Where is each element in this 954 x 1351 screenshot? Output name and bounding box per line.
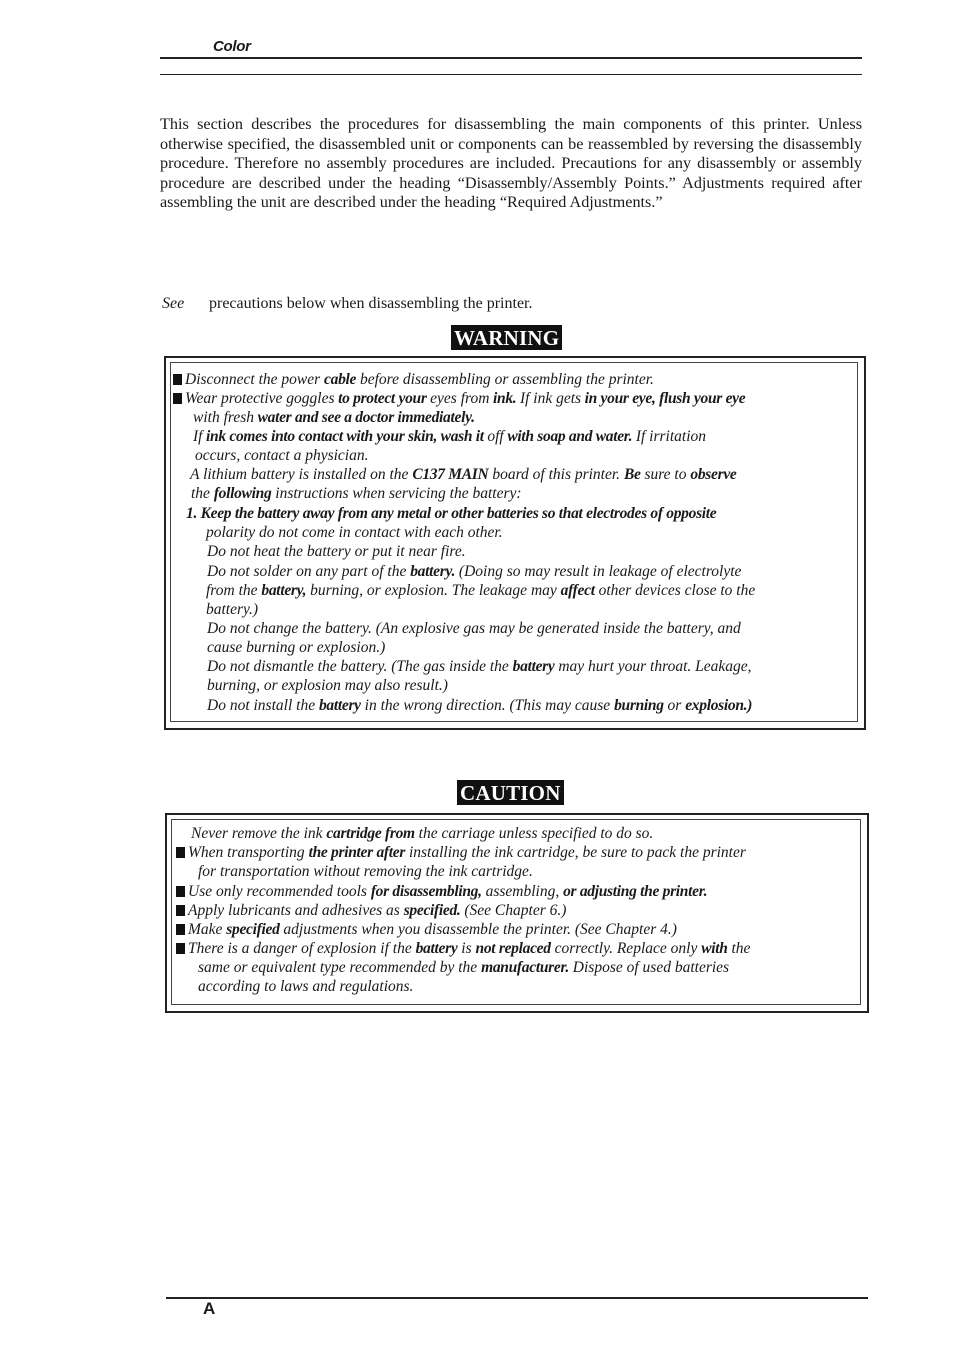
text-segment: before disassembling or assembling the printer. bbox=[356, 371, 654, 388]
caution-label: CAUTION bbox=[457, 780, 564, 805]
text-segment: (Doing so may result in leakage of electrolyte bbox=[455, 563, 742, 580]
text-segment: Wear protective goggles bbox=[185, 390, 335, 407]
warning-line bbox=[193, 408, 475, 427]
warning-line bbox=[186, 504, 716, 523]
text-segment: observe bbox=[690, 466, 737, 483]
text-segment: Use only recommended tools bbox=[188, 883, 371, 900]
text-segment: explosion.) bbox=[685, 697, 753, 714]
header-rule-bottom bbox=[160, 74, 862, 75]
text-segment: following bbox=[213, 485, 272, 502]
warning-line bbox=[195, 446, 368, 465]
caution-line bbox=[198, 862, 533, 881]
text-segment: instructions when servicing the battery: bbox=[271, 485, 522, 502]
text-segment: affect bbox=[560, 582, 595, 599]
text-segment: battery.) bbox=[206, 601, 259, 618]
text-segment: adjustments when you disassemble the printer. (See Chapter 4.) bbox=[279, 921, 677, 938]
text-segment: battery bbox=[415, 940, 458, 957]
header-rule-top bbox=[160, 57, 862, 59]
text-segment: Do not dismantle the battery. (The gas inside the bbox=[207, 658, 513, 675]
text-segment: battery bbox=[512, 658, 555, 675]
text-segment: Be bbox=[623, 466, 641, 483]
text-segment: correctly. Replace only bbox=[550, 940, 702, 957]
bullet-icon bbox=[176, 886, 185, 897]
text-segment: polarity do not come in contact with each other. bbox=[206, 524, 503, 541]
caution-line bbox=[176, 920, 677, 939]
bullet-icon bbox=[173, 374, 182, 385]
warning-line bbox=[206, 523, 503, 542]
caution-line bbox=[191, 824, 653, 843]
text-segment: eyes from bbox=[430, 390, 490, 407]
text-segment: assembling, bbox=[481, 883, 564, 900]
text-segment: Apply lubricants and adhesives as bbox=[188, 902, 404, 919]
text-segment: not replaced bbox=[475, 940, 551, 957]
text-segment: occurs, contact a physician. bbox=[195, 447, 369, 464]
warning-line bbox=[207, 619, 741, 638]
text-segment: Do not change the battery. (An explosive gas may be generated inside the battery, and bbox=[207, 620, 741, 637]
warning-line bbox=[193, 427, 706, 446]
text-segment: or adjusting the printer. bbox=[563, 883, 708, 900]
text-segment: in the wrong direction. (This may cause bbox=[360, 697, 615, 714]
footer-rule bbox=[166, 1297, 868, 1299]
text-segment: A lithium battery is installed on the bbox=[190, 466, 413, 483]
warning-line bbox=[207, 542, 466, 561]
text-segment: water and see a doctor immediately. bbox=[254, 409, 475, 426]
text-segment: according to laws and regulations. bbox=[198, 978, 414, 995]
text-segment: Keep the battery away from any metal or other batteries so that electrodes of opposite bbox=[197, 505, 717, 522]
text-segment: off bbox=[487, 428, 504, 445]
text-segment: installing the ink cartridge, be sure to pack the printer bbox=[405, 844, 746, 861]
text-segment: cable bbox=[324, 371, 357, 388]
text-segment: battery, bbox=[261, 582, 307, 599]
warning-label: WARNING bbox=[451, 325, 562, 350]
text-segment: cartridge from bbox=[326, 825, 415, 842]
text-segment: may hurt your throat. Leakage, bbox=[554, 658, 752, 675]
caution-line bbox=[176, 843, 746, 862]
text-segment: Make bbox=[188, 921, 227, 938]
see-text: precautions below when disassembling the printer. bbox=[209, 295, 533, 312]
text-segment: Dispose of used batteries bbox=[568, 959, 730, 976]
warning-line bbox=[190, 465, 736, 484]
running-header-title: Color bbox=[213, 38, 251, 55]
caution-line bbox=[176, 939, 750, 958]
text-segment: Disconnect the power bbox=[185, 371, 325, 388]
text-segment: ink comes into contact with your skin, wash it bbox=[202, 428, 488, 445]
bullet-icon bbox=[176, 924, 185, 935]
text-segment: burning, or explosion. The leakage may bbox=[306, 582, 561, 599]
bullet-icon bbox=[173, 393, 182, 404]
warning-line bbox=[206, 581, 755, 600]
text-segment: specified. bbox=[403, 902, 461, 919]
text-segment: from the bbox=[206, 582, 262, 599]
text-segment: same or equivalent type recommended by the bbox=[198, 959, 482, 976]
text-segment: If ink gets bbox=[519, 390, 582, 407]
text-segment: with soap and water. bbox=[503, 428, 636, 445]
bullet-icon bbox=[176, 943, 185, 954]
text-segment: to protect your bbox=[334, 390, 431, 407]
intro-paragraph: This section describes the procedures for disassembling the main components of this printer. Unless otherwise specified, the disassembled unit or components can be reassembled by reversing the disassembly procedure. Therefore no assembly procedures are included. Precautions for any disassembly or assembly procedure are described under the heading “Disassembly/Assembly Points.” Adjustments required after assembling the unit are described under the heading “Required Adjustments.” bbox=[160, 115, 862, 211]
text-segment: battery. bbox=[410, 563, 456, 580]
text-segment: burning, or explosion may also result.) bbox=[207, 677, 448, 694]
text-segment: Do not heat the battery or put it near fire. bbox=[207, 543, 466, 560]
warning-line bbox=[173, 389, 745, 408]
text-segment: with bbox=[701, 940, 728, 957]
text-segment: ink. bbox=[489, 390, 520, 407]
warning-line bbox=[207, 696, 752, 715]
warning-line bbox=[207, 657, 752, 676]
text-segment: cause burning or explosion.) bbox=[207, 639, 386, 656]
text-segment: board of this printer. bbox=[488, 466, 624, 483]
warning-line bbox=[206, 600, 258, 619]
text-segment: Never remove the ink bbox=[191, 825, 327, 842]
text-segment: There is a danger of explosion if the bbox=[188, 940, 416, 957]
text-segment: for transportation without removing the ink cartridge. bbox=[198, 863, 533, 880]
text-segment: battery bbox=[318, 697, 361, 714]
warning-line bbox=[191, 484, 522, 503]
text-segment: the bbox=[191, 485, 214, 502]
see-label: See bbox=[162, 295, 185, 312]
text-segment: for disassembling, bbox=[370, 883, 482, 900]
warning-line bbox=[207, 638, 385, 657]
warning-tag-wrap bbox=[451, 326, 562, 350]
warning-line bbox=[173, 370, 654, 389]
text-segment: the printer after bbox=[308, 844, 406, 861]
text-segment: the bbox=[727, 940, 751, 957]
text-segment: If bbox=[193, 428, 203, 445]
caution-tag-wrap bbox=[457, 781, 564, 805]
warning-line bbox=[207, 676, 448, 695]
text-segment: with fresh bbox=[193, 409, 255, 426]
text-segment: Do not install the bbox=[207, 697, 319, 714]
warning-line bbox=[207, 562, 741, 581]
text-segment: C137 MAIN bbox=[412, 466, 489, 483]
bullet-icon bbox=[176, 905, 185, 916]
text-segment: When transporting bbox=[188, 844, 309, 861]
caution-line bbox=[176, 901, 566, 920]
caution-line bbox=[198, 977, 413, 996]
caution-line bbox=[176, 882, 707, 901]
caution-line bbox=[198, 958, 729, 977]
text-segment: Do not solder on any part of the bbox=[207, 563, 411, 580]
text-segment: or bbox=[663, 697, 686, 714]
text-segment: burning bbox=[614, 697, 664, 714]
see-line bbox=[162, 295, 533, 313]
text-segment: other devices close to the bbox=[594, 582, 756, 599]
text-segment: (See Chapter 6.) bbox=[460, 902, 567, 919]
text-segment: 1. bbox=[186, 505, 198, 522]
footer-label: A bbox=[203, 1299, 216, 1318]
bullet-icon bbox=[176, 847, 185, 858]
text-segment: sure to bbox=[640, 466, 691, 483]
text-segment: is bbox=[457, 940, 476, 957]
text-segment: specified bbox=[226, 921, 280, 938]
text-segment: manufacturer. bbox=[481, 959, 569, 976]
text-segment: in your eye, flush your eye bbox=[581, 390, 746, 407]
text-segment: If irritation bbox=[635, 428, 707, 445]
text-segment: the carriage unless specified to do so. bbox=[414, 825, 654, 842]
